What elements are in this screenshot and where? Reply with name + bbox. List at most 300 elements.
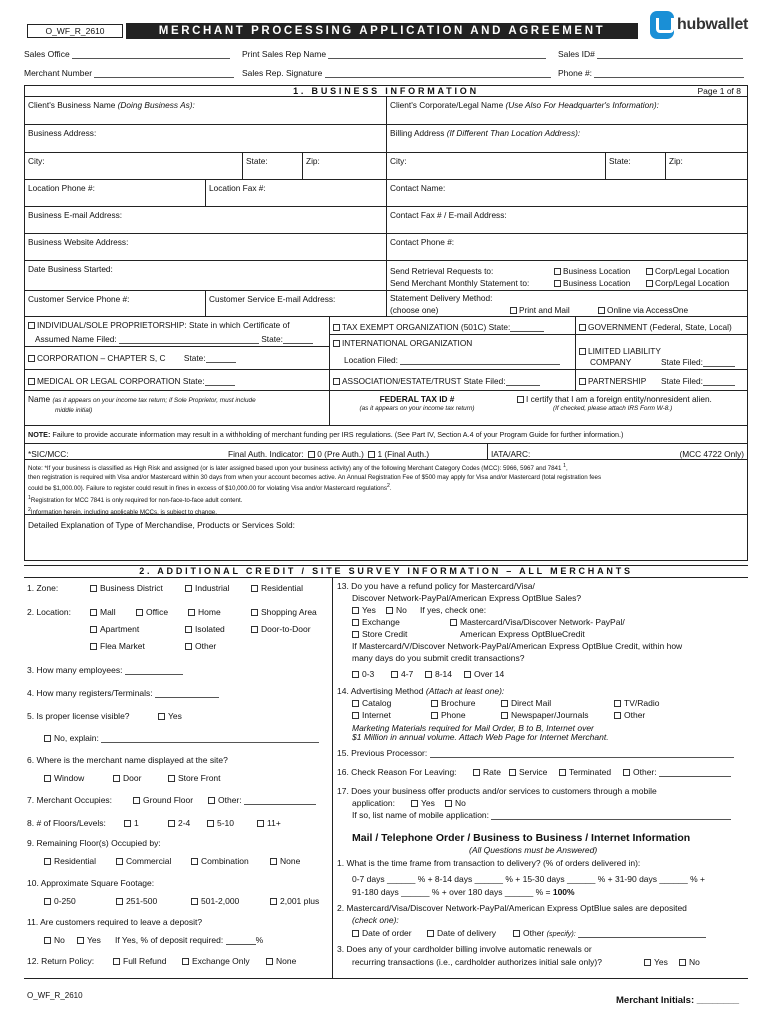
assumed-name-field[interactable]	[35, 334, 313, 344]
option-label: Date of delivery	[437, 928, 497, 938]
checkbox-icon	[208, 797, 215, 804]
medical-legal-option[interactable]	[28, 376, 235, 386]
deposit-percent-label: If Yes, % of deposit required:	[115, 935, 224, 945]
checkbox-icon	[270, 898, 277, 905]
logo-text: hubwallet	[677, 16, 749, 33]
option-label: No	[689, 957, 700, 967]
entity-left-cell	[25, 317, 329, 390]
client-business-name-field[interactable]	[25, 97, 386, 124]
mobile-yes[interactable]	[411, 798, 435, 808]
checkbox-icon	[124, 820, 131, 827]
high-risk-text-2: then registration is required with Visa and/or Mastercard within 30 days from when your account becomes active. An Annual Registration Fee of $500 may apply for Visa and/or Mastercard (total registration fees	[28, 473, 602, 481]
option-label: No	[54, 935, 65, 945]
phone-field[interactable]	[558, 68, 744, 78]
option-label: 2-4	[178, 818, 191, 828]
occupies-question: 7. Merchant Occupies:	[27, 795, 113, 805]
sales-rep-signature-label: Sales Rep. Signature	[242, 68, 323, 78]
client-business-name-note: (Doing Business As):	[117, 100, 195, 110]
refund-exchange[interactable]	[352, 617, 400, 627]
deposited-other[interactable]	[513, 928, 706, 938]
adv-brochure[interactable]	[431, 698, 476, 708]
state-field[interactable]	[242, 153, 302, 179]
recurring-yes[interactable]	[644, 957, 668, 967]
remaining-none[interactable]	[270, 856, 300, 866]
location-phone-label: Location Phone #:	[28, 183, 95, 193]
refund-store-credit[interactable]	[352, 629, 407, 639]
sic-mcc-label: *SIC/MCC:	[28, 449, 69, 459]
previous-processor-label: 15. Previous Processor:	[337, 748, 428, 758]
occupies-ground-floor[interactable]	[133, 795, 193, 805]
checkbox-icon	[333, 324, 340, 331]
retrieval-corp-legal-option[interactable]	[646, 265, 729, 277]
option-label: Direct Mail	[511, 698, 552, 708]
mobile-app-name-field[interactable]	[352, 810, 731, 820]
individual-option[interactable]	[28, 320, 290, 330]
checkbox-icon	[559, 769, 566, 776]
row-phones	[25, 179, 747, 206]
option-label: Yes	[168, 711, 182, 721]
moto-subtitle: (All Questions must be Answered)	[469, 845, 598, 855]
international-option[interactable]	[333, 338, 472, 348]
floors-1[interactable]	[124, 818, 139, 828]
merchant-number-label: Merchant Number	[24, 68, 93, 78]
marketing-note-2: $1 Million in annual volume. Attach Web Page for Internet Merchant.	[352, 732, 609, 742]
delivery-timeframe-question: 1. What is the time frame from transaction to delivery? (% of orders delivered in):	[337, 858, 641, 868]
location-isolated[interactable]	[185, 624, 225, 634]
iata-field[interactable]	[487, 444, 748, 459]
checkbox-icon	[579, 324, 586, 331]
statement-corp-legal-option[interactable]	[646, 277, 729, 289]
mobile-no[interactable]	[445, 798, 466, 808]
partnership-option[interactable]	[579, 376, 646, 386]
state-label: State:	[246, 156, 268, 166]
location-office[interactable]	[136, 607, 168, 617]
adv-other[interactable]	[614, 710, 645, 720]
checkbox-icon	[509, 769, 516, 776]
billing-state-field[interactable]	[605, 153, 665, 179]
sqft-0-250[interactable]	[44, 896, 76, 906]
option-label: Brochure	[441, 698, 476, 708]
delivery-total: 100%	[552, 887, 575, 897]
days-0-3[interactable]	[352, 669, 374, 679]
refund-no[interactable]	[386, 605, 407, 615]
credit-days-question-2: many days do you submit credit transactions?	[352, 653, 525, 663]
send-retrieval-label: Send Retrieval Requests to:	[390, 266, 494, 276]
checkbox-icon	[113, 775, 120, 782]
business-email-label: Business E-mail Address:	[28, 210, 123, 220]
entity-right-cell	[575, 317, 748, 390]
display-door[interactable]	[113, 773, 141, 783]
zone-question: 1. Zone:	[27, 583, 59, 593]
medical-state-label: State:	[182, 376, 205, 386]
checkbox-icon	[510, 307, 517, 314]
days-8-14[interactable]	[425, 669, 452, 679]
remaining-commercial[interactable]	[116, 856, 171, 866]
billing-address-note: (If Different Than Location Address):	[446, 128, 581, 138]
checkbox-icon	[251, 585, 258, 592]
checkbox-icon	[623, 769, 630, 776]
partnership-state-filed-field[interactable]	[661, 376, 735, 386]
recurring-question-2: recurring transactions (i.e., cardholder authorizes initial sale only)?	[352, 957, 602, 967]
final-auth-option[interactable]	[368, 449, 429, 459]
refund-policy-question: 13. Do you have a refund policy for Mastercard/Visa/	[337, 581, 535, 591]
refund-card-credit[interactable]	[450, 617, 625, 627]
contact-name-field[interactable]	[386, 180, 748, 206]
business-website-label: Business Website Address:	[28, 237, 129, 247]
option-label: No, explain:	[54, 733, 99, 743]
business-email-field[interactable]	[25, 207, 386, 233]
advertising-note: (Attach at least one):	[425, 686, 505, 696]
checkbox-icon	[77, 937, 84, 944]
location-mall[interactable]	[90, 607, 116, 617]
section-1-header	[24, 85, 748, 96]
retrieval-business-location-option[interactable]	[554, 265, 630, 277]
checkbox-icon	[427, 930, 434, 937]
sqft-501-2000[interactable]	[191, 896, 239, 906]
business-website-field[interactable]	[25, 234, 386, 260]
option-label: GOVERNMENT (Federal, State, Local)	[588, 322, 732, 332]
checkbox-icon	[333, 340, 340, 347]
zip-field[interactable]	[302, 153, 386, 179]
option-label: Home	[198, 607, 221, 617]
option-label: 5-10	[217, 818, 235, 828]
foreign-entity-option[interactable]	[507, 394, 745, 404]
name-note-2: middle initial)	[55, 407, 93, 414]
assumed-name-state-label: State:	[261, 334, 283, 344]
phone-label: Phone #:	[558, 68, 593, 78]
option-label: I certify that I am a foreign entity/nonresident alien.	[526, 394, 712, 404]
leave-rate[interactable]	[473, 767, 501, 777]
checkbox-icon	[679, 959, 686, 966]
return-none[interactable]	[266, 956, 296, 966]
adv-newspaper[interactable]	[501, 710, 588, 720]
merchant-initials-field[interactable]: Merchant Initials: ________	[616, 995, 740, 1006]
location-phone-field[interactable]	[25, 180, 205, 206]
corporation-option[interactable]	[28, 353, 236, 363]
checkbox-icon	[579, 348, 586, 355]
adv-catalog[interactable]	[352, 698, 391, 708]
if-yes-check-one: If yes, check one:	[420, 605, 487, 615]
zone-business-district[interactable]	[90, 583, 163, 593]
sqft-2001-plus[interactable]	[270, 896, 319, 906]
city-field[interactable]	[25, 153, 242, 179]
row-entity-type	[25, 316, 747, 390]
checkbox-icon	[207, 820, 214, 827]
date-started-label: Date Business Started:	[28, 264, 113, 274]
checkbox-icon	[116, 858, 123, 865]
option-label: Other	[523, 928, 545, 938]
option-label: Store Front	[178, 773, 221, 783]
row-addresses	[25, 124, 747, 152]
location-shopping-area[interactable]	[251, 607, 317, 617]
option-label: Over 14	[474, 669, 505, 679]
section-1-title: 1. BUSINESS INFORMATION	[293, 86, 479, 96]
footnote-2: $^2$Information herein, including applicable MCCs, is subject to change.	[28, 506, 217, 514]
remaining-residential[interactable]	[44, 856, 96, 866]
iata-label: IATA/ARC:	[491, 449, 531, 459]
days-over-14[interactable]	[464, 669, 504, 679]
high-risk-text-1: Note: *If your business is classified as High Risk and assigned (or is later assigned based upon your business activity) any of the following Merchant Category Codes (MCC): 5966, 5967 and 7841	[28, 465, 562, 473]
location-apartment[interactable]	[90, 624, 139, 634]
checkbox-icon	[554, 268, 561, 275]
corporation-state-label: State:	[183, 353, 206, 363]
option-label: No	[455, 798, 466, 808]
option-label: Business Location	[563, 278, 631, 288]
zip-label: Zip:	[306, 156, 320, 166]
row-city	[25, 152, 747, 179]
adv-phone[interactable]	[431, 710, 466, 720]
deposit-no[interactable]	[44, 935, 65, 945]
statement-business-location-option[interactable]	[554, 277, 630, 289]
license-yes[interactable]	[158, 711, 182, 721]
sales-office-field[interactable]	[24, 49, 230, 59]
checkbox-icon	[352, 712, 359, 719]
checkbox-icon	[185, 585, 192, 592]
delivery-timeframe-row-2[interactable]	[352, 887, 575, 897]
option-label: 4-7	[401, 669, 414, 679]
row-tax-name	[25, 390, 747, 425]
option-label: TV/Radio	[624, 698, 660, 708]
checkbox-icon	[445, 800, 452, 807]
refund-yes[interactable]	[352, 605, 376, 615]
occupies-other[interactable]	[208, 795, 316, 805]
license-no-explain[interactable]	[44, 733, 319, 743]
checkbox-icon	[644, 959, 651, 966]
floors-2-4[interactable]	[168, 818, 190, 828]
deposited-date-of-order[interactable]	[352, 928, 412, 938]
sqft-251-500[interactable]	[116, 896, 157, 906]
location-home[interactable]	[188, 607, 221, 617]
option-label: Online via AccessOne	[607, 305, 689, 315]
row-date-started	[25, 260, 747, 290]
name-note: (as it appears on your income tax return; if Sole Proprietor, must include	[52, 397, 256, 404]
billing-address-field[interactable]	[386, 125, 748, 152]
checkbox-icon	[44, 898, 51, 905]
sales-id-field[interactable]	[558, 49, 743, 59]
location-fax-label: Location Fax #:	[209, 183, 266, 193]
checkbox-icon	[517, 396, 524, 403]
checkbox-icon	[386, 607, 393, 614]
checkbox-icon	[185, 643, 192, 650]
checkbox-icon	[90, 626, 97, 633]
government-option[interactable]	[579, 322, 732, 332]
checkbox-icon	[431, 712, 438, 719]
checkbox-icon	[333, 378, 340, 385]
print-sales-rep-field[interactable]	[242, 49, 546, 59]
customer-service-phone-field[interactable]	[25, 291, 205, 316]
merchant-number-field[interactable]	[24, 68, 234, 78]
billing-zip-field[interactable]	[665, 153, 748, 179]
federal-tax-id-field[interactable]	[329, 391, 504, 425]
contact-phone-field[interactable]	[386, 234, 748, 260]
sic-mcc-field[interactable]	[25, 444, 225, 459]
option-label: 11+	[267, 818, 281, 828]
delivery-timeframe-row-1[interactable]: 0-7 days ______ % + 8-14 days ______ % + 15-30 days ______ % + 31-90 days ______ % +	[352, 874, 706, 884]
checkbox-icon	[44, 735, 51, 742]
recurring-question: 3. Does any of your cardholder billing involve automatic renewals or	[337, 944, 592, 954]
deposit-percent-field[interactable]: If Yes, % of deposit required: %	[115, 935, 264, 945]
client-corporate-name-field[interactable]	[386, 97, 748, 124]
registers-label: 4. How many registers/Terminals:	[27, 688, 153, 698]
merchandise-description-field[interactable]	[25, 515, 748, 562]
leave-other[interactable]	[623, 767, 731, 777]
customer-service-email-label: Customer Service E-mail Address:	[209, 294, 336, 304]
option-label: Other:	[633, 767, 657, 777]
zone-residential[interactable]	[251, 583, 303, 593]
checkbox-icon	[44, 775, 51, 782]
option-label: Window	[54, 773, 85, 783]
checkbox-icon	[188, 609, 195, 616]
adv-internet[interactable]	[352, 710, 391, 720]
leave-service[interactable]	[509, 767, 547, 777]
billing-address-label: Billing Address	[390, 128, 445, 138]
option-label: None	[280, 856, 301, 866]
checkbox-icon	[28, 355, 35, 362]
checkbox-icon	[266, 958, 273, 965]
checkbox-icon	[431, 700, 438, 707]
return-exchange-only[interactable]	[182, 956, 250, 966]
date-started-field[interactable]	[25, 261, 386, 290]
online-access-option[interactable]	[598, 304, 688, 316]
location-fax-field[interactable]	[205, 180, 386, 206]
client-corporate-name-label: Client's Corporate/Legal Name	[390, 100, 504, 110]
pre-auth-option[interactable]	[308, 449, 364, 459]
footnote-2-text: Information herein, including applicable MCCs, is subject to change.	[30, 508, 217, 514]
checkbox-icon	[450, 619, 457, 626]
specify-note: (specify):	[546, 929, 576, 938]
llc-state-filed-field[interactable]	[661, 357, 735, 367]
form-title: MERCHANT PROCESSING APPLICATION AND AGREEMENT	[126, 23, 638, 39]
tax-exempt-option[interactable]	[333, 322, 544, 332]
option-label: LIMITED LIABILITY	[588, 346, 661, 356]
display-window[interactable]	[44, 773, 84, 783]
mobile-app-question-2: application:	[352, 798, 396, 808]
option-label: Service	[519, 767, 548, 777]
deposit-yes[interactable]	[77, 935, 101, 945]
option-label: Corp/Legal Location	[655, 266, 730, 276]
legal-name-field[interactable]	[25, 391, 329, 425]
client-business-name-label: Client's Business Name	[28, 100, 116, 110]
checkbox-icon	[368, 451, 375, 458]
print-and-mail-option[interactable]	[510, 304, 570, 316]
option-label: Phone	[441, 710, 466, 720]
contact-fax-email-field[interactable]	[386, 207, 748, 233]
option-label: ASSOCIATION/ESTATE/TRUST	[342, 376, 462, 386]
amex-credit-label: American Express OptBlueCredit	[460, 629, 585, 639]
deposited-date-of-delivery[interactable]	[427, 928, 496, 938]
option-label: 251-500	[126, 896, 158, 906]
sales-rep-signature-field[interactable]	[242, 68, 551, 78]
llc-option[interactable]	[579, 346, 661, 356]
high-risk-line-3: could be $1,000.00). Failure to register could result in fines in excess of $10,000.00 for violating Visa and/or Mastercard regulations$^2$.	[28, 483, 392, 493]
option-label: Door-to-Door	[261, 624, 311, 634]
option-label: No	[396, 605, 407, 615]
registers-field[interactable]	[27, 688, 219, 698]
footnote-mark: 2	[386, 483, 390, 490]
checkbox-icon	[352, 930, 359, 937]
final-auth-label: Final Auth. Indicator:	[228, 449, 304, 459]
tax-exempt-state-label: State:	[488, 322, 511, 332]
checkbox-icon	[44, 858, 51, 865]
leave-terminated[interactable]	[559, 767, 611, 777]
floors-11-plus[interactable]	[257, 818, 281, 828]
hubwallet-logo-icon	[650, 11, 674, 39]
location-door-to-door[interactable]	[251, 624, 311, 634]
federal-tax-note: (as it appears on your income tax return)	[359, 405, 475, 412]
option-label: Office	[146, 607, 169, 617]
employees-label: 3. How many employees:	[27, 665, 123, 675]
irs-note	[25, 426, 748, 443]
final-auth-cell	[225, 444, 487, 459]
checkbox-icon	[352, 607, 359, 614]
checkbox-icon	[473, 769, 480, 776]
option-label: CORPORATION – CHAPTER S, C	[37, 353, 166, 363]
option-label: Ground Floor	[143, 795, 194, 805]
federal-tax-id-label: FEDERAL TAX ID #	[379, 394, 455, 404]
location-filed-field[interactable]	[344, 355, 560, 365]
return-full-refund[interactable]	[113, 956, 166, 966]
recurring-no[interactable]	[679, 957, 700, 967]
floors-5-10[interactable]	[207, 818, 234, 828]
checkbox-icon	[270, 858, 277, 865]
high-risk-line-1: Note: *If your business is classified as High Risk and assigned (or is later assigned based upon your business activity) any of the following Merchant Category Codes (MCC): 5966, 5967 and 7841 $^1$,	[28, 463, 568, 473]
row-high-risk-note	[25, 459, 747, 514]
advertising-question	[337, 686, 504, 696]
option-label: 2,001 plus	[280, 896, 320, 906]
adv-tv-radio[interactable]	[614, 698, 659, 708]
previous-processor-field[interactable]	[337, 748, 734, 758]
entity-mid-cell	[329, 317, 575, 390]
hubwallet-logo	[650, 9, 750, 41]
days-4-7[interactable]	[391, 669, 413, 679]
name-label: Name	[28, 394, 51, 404]
remaining-combination[interactable]	[191, 856, 249, 866]
mobile-app-question: 17. Does your business offer products and/or services to customers through a mobile	[337, 786, 657, 796]
merchandise-description-label: Detailed Explanation of Type of Merchandise, Products or Services Sold:	[28, 520, 295, 530]
sales-office-label: Sales Office	[24, 49, 70, 59]
option-label: Yes	[421, 798, 435, 808]
checkbox-icon	[352, 631, 359, 638]
business-address-field[interactable]	[25, 125, 386, 152]
section-2-divider	[332, 578, 333, 978]
section-2-title: 2. ADDITIONAL CREDIT / SITE SURVEY INFORMATION – ALL MERCHANTS	[139, 566, 633, 576]
customer-service-email-field[interactable]	[205, 291, 386, 316]
square-footage-question: 10. Approximate Square Footage:	[27, 878, 155, 888]
high-risk-note	[25, 460, 748, 514]
employees-field[interactable]	[27, 665, 183, 675]
billing-city-field[interactable]	[386, 153, 605, 179]
row-note	[25, 425, 747, 443]
statement-delivery-cell	[386, 291, 748, 316]
moto-title: Mail / Telephone Order / Business to Business / Internet Information	[352, 832, 691, 844]
checkbox-icon	[185, 626, 192, 633]
checkbox-icon	[501, 712, 508, 719]
association-option[interactable]	[333, 376, 540, 386]
adv-direct-mail[interactable]	[501, 698, 551, 708]
display-question: 6. Where is the merchant name displayed at the site?	[27, 755, 228, 765]
floors-question: 8. # of Floors/Levels:	[27, 818, 106, 828]
checkbox-icon	[308, 451, 315, 458]
foreign-entity-cell	[504, 391, 748, 425]
location-flea-market[interactable]	[90, 641, 145, 651]
customer-service-phone-label: Customer Service Phone #:	[28, 294, 130, 304]
option-label: Commercial	[126, 856, 172, 866]
option-label: Store Credit	[362, 629, 408, 639]
zone-industrial[interactable]	[185, 583, 230, 593]
location-other[interactable]	[185, 641, 216, 651]
checkbox-icon	[133, 797, 140, 804]
display-store-front[interactable]	[168, 773, 221, 783]
